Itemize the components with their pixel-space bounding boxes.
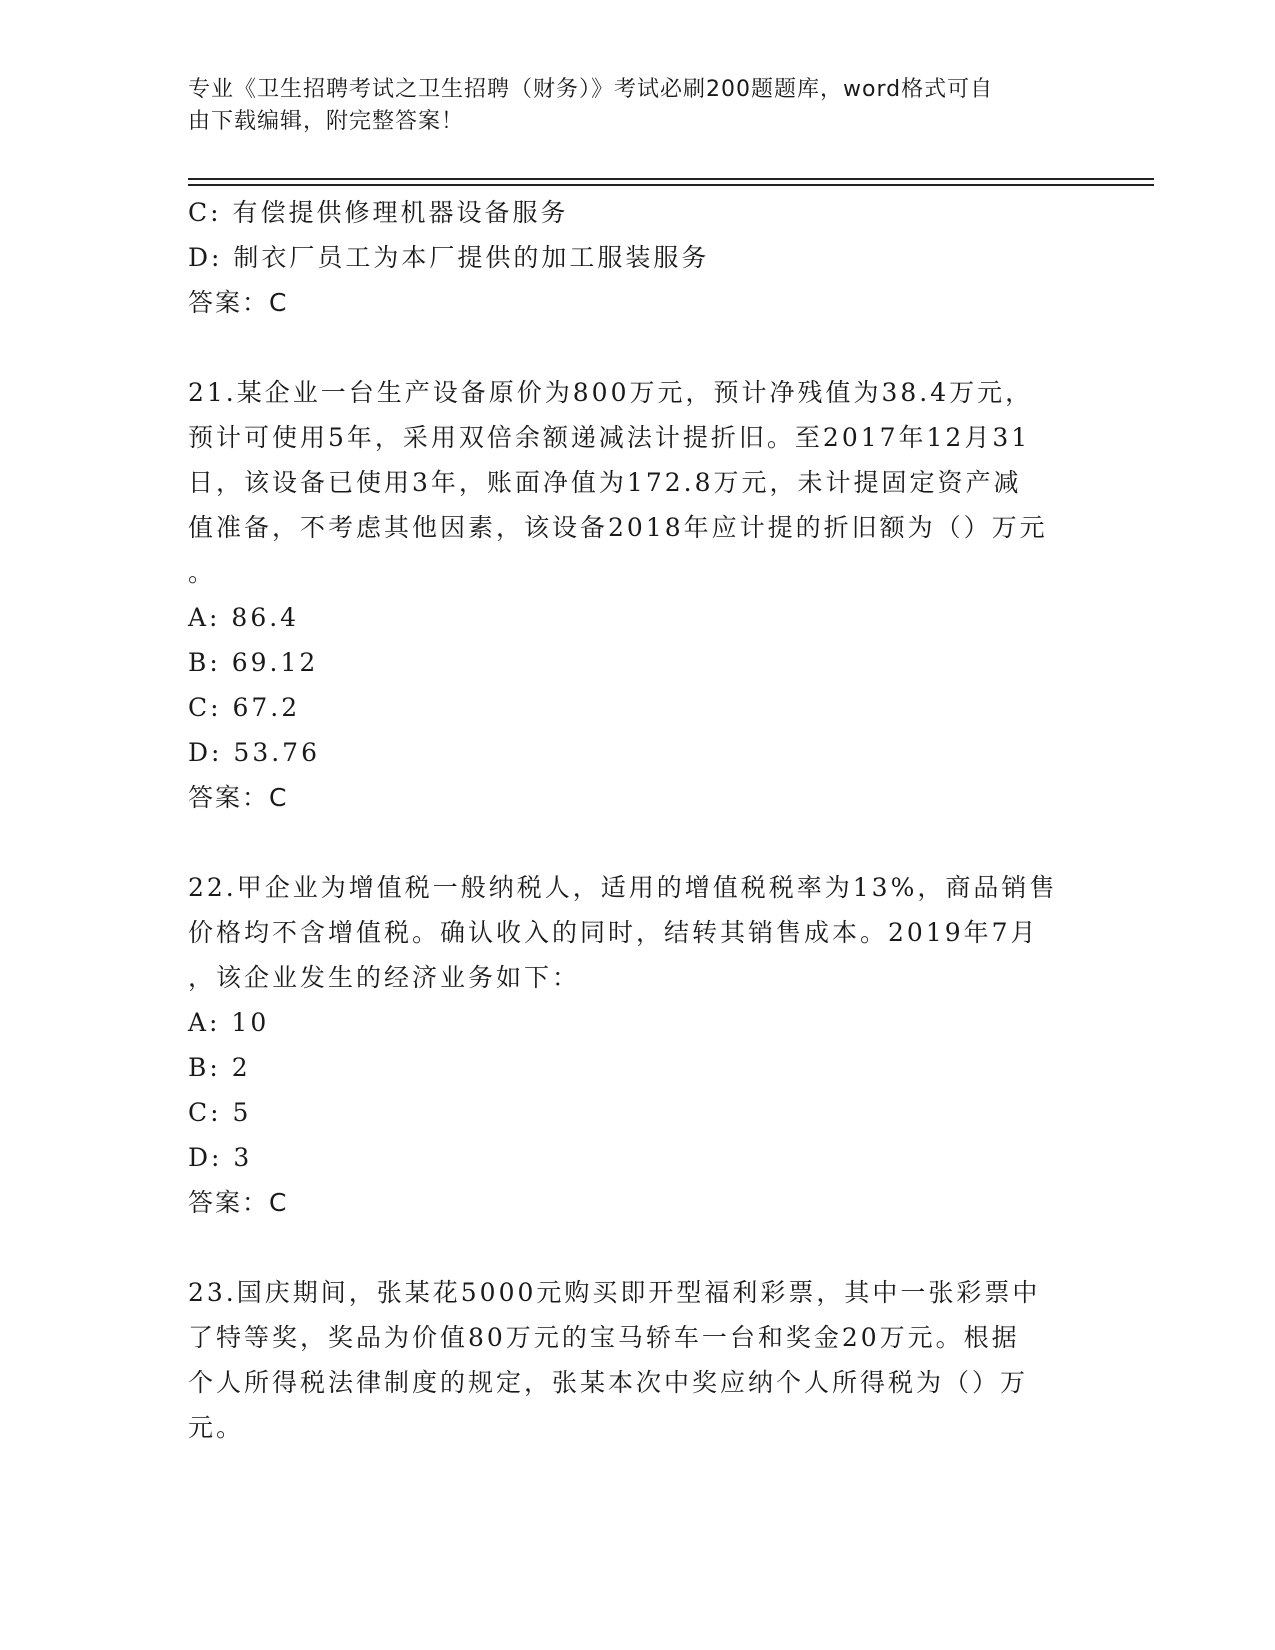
spacer (188, 325, 1088, 370)
stem-line: 日，该设备已使用3年，账面净值为172.8万元，未计提固定资产减 (188, 468, 1022, 497)
answer-line: 答案：C (188, 783, 289, 812)
stem-line: 值准备，不考虑其他因素，该设备2018年应计提的折旧额为（）万元 (188, 513, 1048, 542)
document-header (188, 74, 1068, 138)
header-rule-bottom (188, 184, 1154, 186)
option-a: A: 86.4 (188, 603, 300, 632)
question-stem (188, 1270, 1088, 1450)
stem-line: 了特等奖，奖品为价值80万元的宝马轿车一台和奖金20万元。根据 (188, 1323, 1020, 1352)
stem-line: 21.某企业一台生产设备原价为800万元，预计净残值为38.4万元， (188, 378, 1034, 407)
header-line-1: 专业《卫生招聘考试之卫生招聘（财务）》考试必刷200题题库，word格式可自 (188, 77, 994, 102)
question-22 (188, 865, 1088, 1225)
answer-line: 答案：C (188, 1188, 289, 1217)
spacer (188, 1225, 1088, 1270)
question-21 (188, 370, 1088, 820)
question-stem (188, 370, 1088, 595)
option-d: D: 制衣厂员工为本厂提供的加工服装服务 (188, 243, 710, 272)
spacer (188, 820, 1088, 865)
stem-line: 23.国庆期间，张某花5000元购买即开型福利彩票，其中一张彩票中 (188, 1278, 1041, 1307)
option-c: C: 5 (188, 1098, 252, 1127)
stem-line: ，该企业发生的经济业务如下： (188, 963, 581, 992)
answer-line: 答案：C (188, 288, 289, 317)
stem-line: 预计可使用5年，采用双倍余额递减法计提折旧。至2017年12月31 (188, 423, 1031, 452)
question-stem (188, 865, 1088, 1000)
stem-line: 。 (188, 558, 217, 587)
stem-line: 22.甲企业为增值税一般纳税人，适用的增值税税率为13%，商品销售 (188, 873, 1058, 902)
option-d: D: 3 (188, 1143, 253, 1172)
stem-line: 元。 (188, 1413, 245, 1442)
stem-line: 价格均不含增值税。确认收入的同时，结转其销售成本。2019年7月 (188, 918, 1039, 947)
option-b: B: 2 (188, 1053, 251, 1082)
header-rule-top (188, 178, 1154, 180)
option-d: D: 53.76 (188, 738, 320, 767)
option-c: C: 67.2 (188, 693, 301, 722)
stem-line: 个人所得税法律制度的规定，张某本次中奖应纳个人所得税为（）万 (188, 1368, 1029, 1397)
question-content (188, 190, 1088, 1450)
header-line-2: 由下载编辑，附完整答案！ (188, 109, 465, 134)
question-23 (188, 1270, 1088, 1450)
option-c: C: 有偿提供修理机器设备服务 (188, 198, 569, 227)
option-b: B: 69.12 (188, 648, 319, 677)
option-a: A: 10 (188, 1008, 270, 1037)
question-20-tail (188, 190, 1088, 325)
